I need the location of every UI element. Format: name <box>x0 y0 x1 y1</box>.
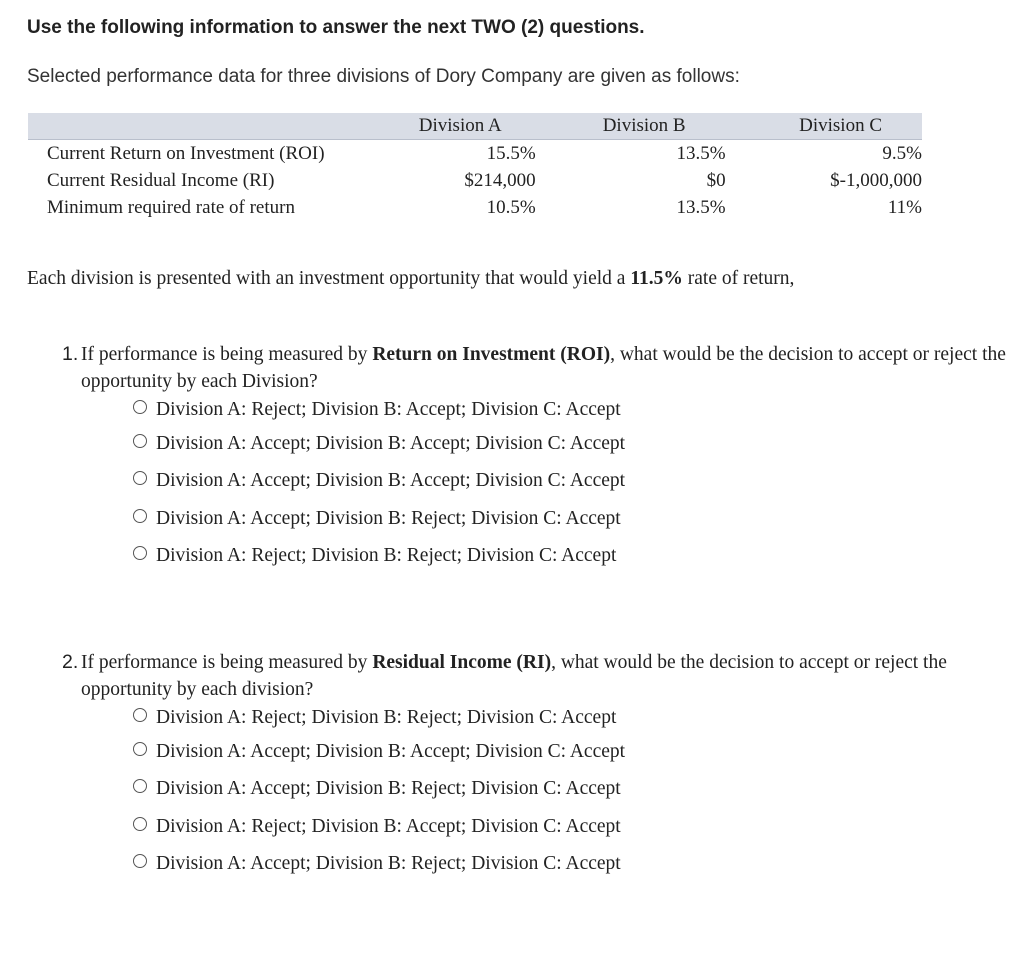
section-heading: Use the following information to answer the next TWO (2) questions. <box>27 17 645 38</box>
question-2-bold: Residual Income (RI) <box>372 652 552 673</box>
question-2-option-5[interactable] <box>133 846 1007 884</box>
option-label: Division A: Reject; Division B: Reject; Division C: Accept <box>156 545 617 567</box>
question-1-text-before: If performance is being measured by <box>81 344 373 365</box>
row-label-ri: Current Residual Income (RI) <box>47 169 275 191</box>
question-1-bold: Return on Investment (ROI) <box>372 344 611 365</box>
cell-ri-division-b: $0 <box>706 169 726 191</box>
option-label: Division A: Reject; Division B: Accept; Division C: Accept <box>156 815 621 837</box>
question-1-option-5[interactable] <box>133 538 1007 576</box>
cell-roi-division-b: 13.5% <box>676 142 726 164</box>
question-2-option-2[interactable] <box>133 733 1007 771</box>
option-label: Division A: Accept; Division B: Reject; Division C: Accept <box>156 853 621 875</box>
option-label: Division A: Accept; Division B: Accept; Division C: Accept <box>156 432 626 454</box>
radio-button-icon[interactable] <box>133 471 147 485</box>
table-header-division-c: Division C <box>726 113 922 140</box>
radio-button-icon[interactable] <box>133 509 147 523</box>
question-2-option-4[interactable] <box>133 808 1007 846</box>
context-text <box>27 268 794 290</box>
intro-text: Selected performance data for three divisions of Dory Company are given as follows: <box>27 66 740 87</box>
question-1-option-2[interactable] <box>133 425 1007 463</box>
question-1-option-4[interactable] <box>133 500 1007 538</box>
performance-data-table <box>28 113 922 221</box>
question-1-option-1[interactable] <box>133 395 1007 425</box>
table-header-division-a: Division A <box>355 113 536 140</box>
question-1-text-after: , what would be the decision to accept or reject the opportunity by each Division? <box>81 344 1006 392</box>
radio-button-icon[interactable] <box>133 854 147 868</box>
radio-button-icon[interactable] <box>133 779 147 793</box>
option-label: Division A: Reject; Division B: Accept; Division C: Accept <box>156 399 621 420</box>
question-2-options <box>62 703 1007 883</box>
radio-button-icon[interactable] <box>133 546 147 560</box>
question-1-text <box>62 341 1007 395</box>
question-1-options <box>62 395 1007 575</box>
cell-min-rate-division-a: 10.5% <box>486 196 536 218</box>
radio-button-icon[interactable] <box>133 434 147 448</box>
question-2-option-3[interactable] <box>133 771 1007 809</box>
question-2-option-1[interactable] <box>133 703 1007 733</box>
radio-button-icon[interactable] <box>133 708 147 722</box>
table-header-row <box>28 113 922 140</box>
table-row <box>28 167 922 194</box>
question-2-text-before: If performance is being measured by <box>81 652 373 673</box>
cell-min-rate-division-c: 11% <box>887 196 922 218</box>
table-row <box>28 140 922 168</box>
row-label-min-rate: Minimum required rate of return <box>47 196 295 218</box>
table-header-division-b: Division B <box>536 113 726 140</box>
option-label: Division A: Reject; Division B: Reject; Division C: Accept <box>156 707 617 728</box>
cell-roi-division-a: 15.5% <box>486 142 536 164</box>
radio-button-icon[interactable] <box>133 817 147 831</box>
option-label: Division A: Accept; Division B: Accept; Division C: Accept <box>156 740 626 762</box>
question-2-number: 2. <box>62 651 79 673</box>
cell-ri-division-a: $214,000 <box>464 169 536 191</box>
option-label: Division A: Accept; Division B: Reject; Division C: Accept <box>156 507 621 529</box>
question-1-option-3[interactable] <box>133 463 1007 501</box>
cell-roi-division-c: 9.5% <box>882 142 922 164</box>
context-before: Each division is presented with an investment opportunity that would yield a <box>27 268 631 289</box>
option-label: Division A: Accept; Division B: Reject; Division C: Accept <box>156 778 621 800</box>
radio-button-icon[interactable] <box>133 742 147 756</box>
context-rate: 11.5% <box>630 268 683 289</box>
context-after: rate of return, <box>682 268 795 289</box>
question-1-number: 1. <box>62 343 79 365</box>
question-1 <box>62 341 1007 575</box>
question-2-text-after: , what would be the decision to accept or reject the opportunity by each division? <box>81 652 947 700</box>
question-2 <box>62 649 1007 883</box>
cell-ri-division-c: $-1,000,000 <box>830 169 922 191</box>
cell-min-rate-division-b: 13.5% <box>676 196 726 218</box>
row-label-roi: Current Return on Investment (ROI) <box>47 142 325 164</box>
table-header-blank <box>28 113 355 140</box>
option-label: Division A: Accept; Division B: Accept; Division C: Accept <box>156 470 626 492</box>
question-2-text <box>62 649 1007 703</box>
radio-button-icon[interactable] <box>133 400 147 414</box>
table-row <box>28 194 922 221</box>
